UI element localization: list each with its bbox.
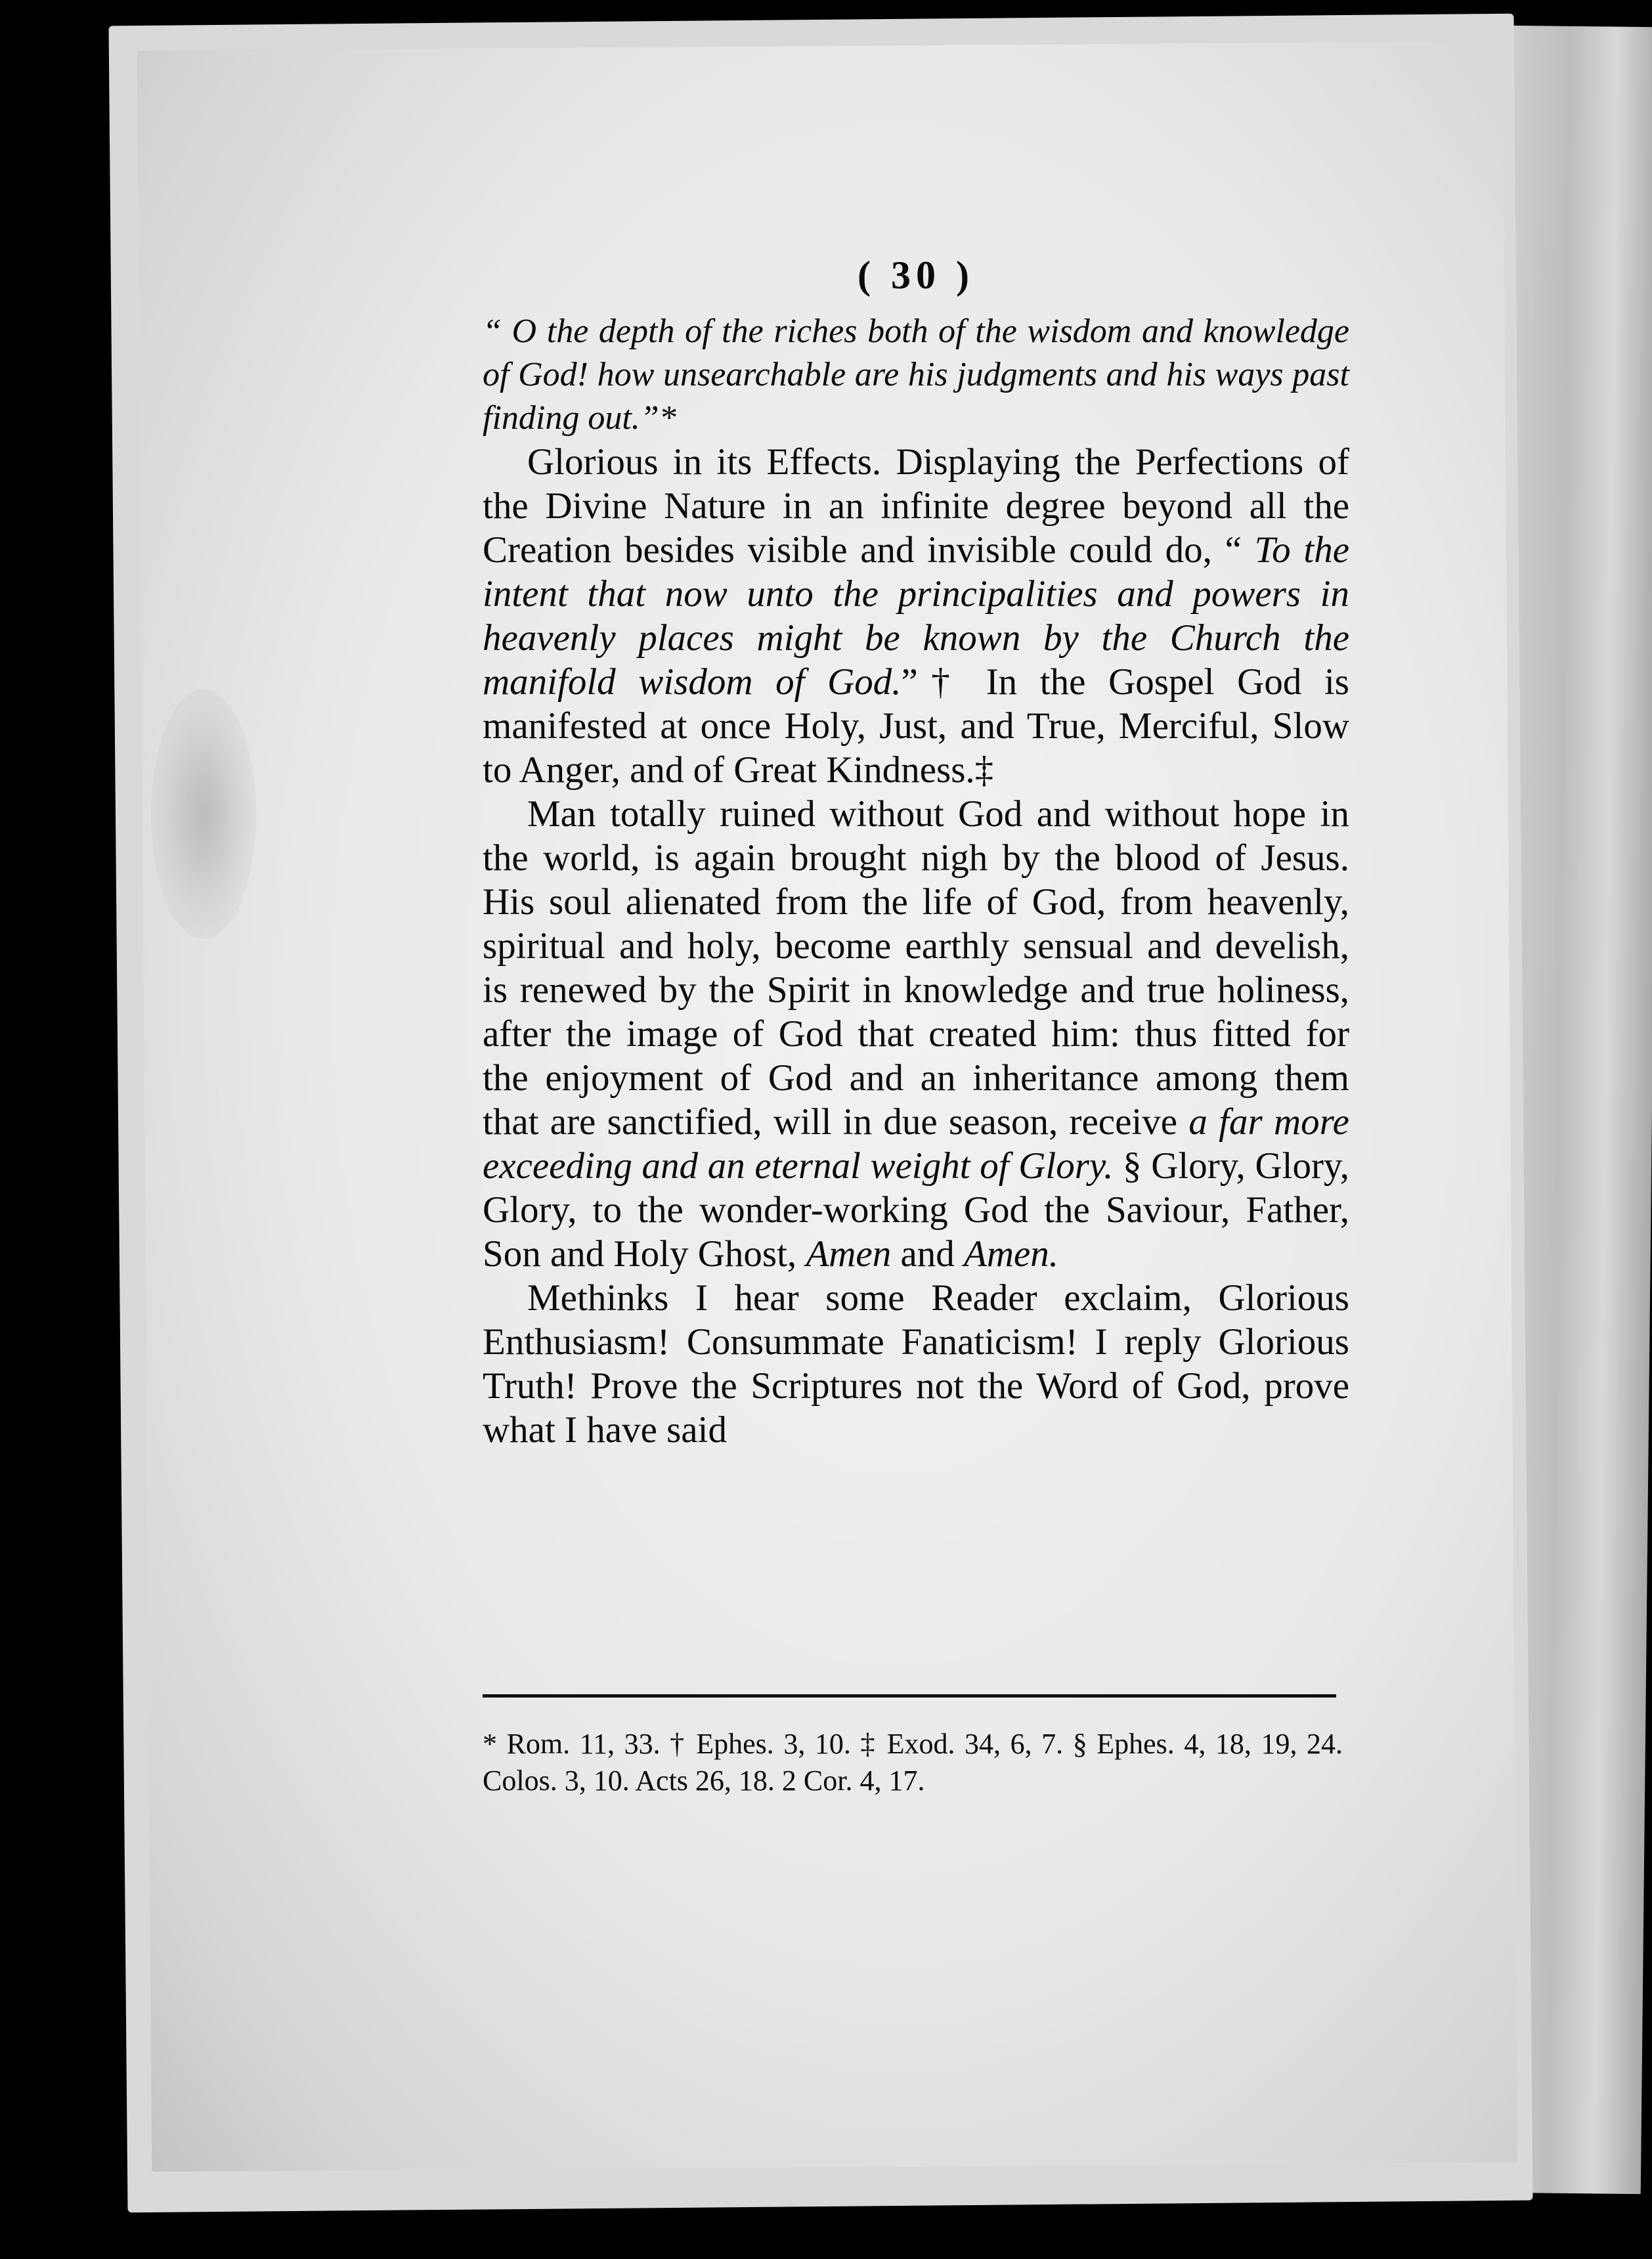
paragraph-text: Man totally ruined without God and without hope in the world, is again brought nigh by the blood of Jesus. His soul alienated from the life of God, from heavenly, spiritual and holy, become earthly sensual and develish, is renewed by the Spirit in knowledge and true holiness, after the image of God that created him: thus fitted for the enjoyment of God and an inheritance among them that are sanctified, will in due season, receive — [483, 793, 1349, 1143]
paragraph-text: § Glory, Glory, Glory, to the wonder-working God the Saviour, Father, Son and Holy Ghost, — [483, 1145, 1349, 1275]
paragraph-man-ruined — [483, 792, 1349, 1276]
paragraph-italic: a far more exceeding and an eternal weight of Glory. — [483, 1101, 1349, 1187]
paragraph-methinks — [483, 1276, 1349, 1452]
footnotes: * Rom. 11, 33. † Ephes. 3, 10. ‡ Exod. 34, 6, 7. § Ephes. 4, 18, 19, 24. Colos. 3, 10. Acts 26, 18. 2 Cor. 4, 17. — [483, 1728, 1343, 1797]
paragraph-text: Glorious in its Effects. Displaying the Perfections of the Divine Nature in an infinite degree beyond all the Creation besides visible and invisible could do, “ — [483, 441, 1349, 571]
text-block — [483, 253, 1349, 1452]
paragraph-text: Methinks I hear some Reader exclaim, Glorious Enthusiasm! Consummate Fanaticism! I reply Glorious Truth! Prove the Scriptures not the Word of God, prove what I have said — [483, 1277, 1349, 1451]
paragraph-italic: Amen — [806, 1233, 892, 1275]
paper-stain — [151, 690, 256, 939]
opening-quote: “ O the depth of the riches both of the wisdom and knowledge of God! how unsearchable are his judgments and his ways past finding out.”* — [483, 313, 1349, 437]
paragraph-text: ”† In the Gospel God is manifested at once Holy, Just, and True, Merciful, Slow to Anger, and of Great Kindness.‡ — [483, 661, 1349, 791]
paragraph-italic: To the intent that now unto the principalities and powers in heavenly places might be known by the Church the manifold wisdom of God. — [483, 529, 1349, 703]
page-number: ( 30 ) — [858, 253, 974, 297]
paragraph-glorious-effects — [483, 440, 1349, 792]
paragraph-text: and — [891, 1233, 965, 1275]
paragraph-italic: Amen. — [964, 1233, 1059, 1275]
footnote-rule — [483, 1694, 1336, 1698]
